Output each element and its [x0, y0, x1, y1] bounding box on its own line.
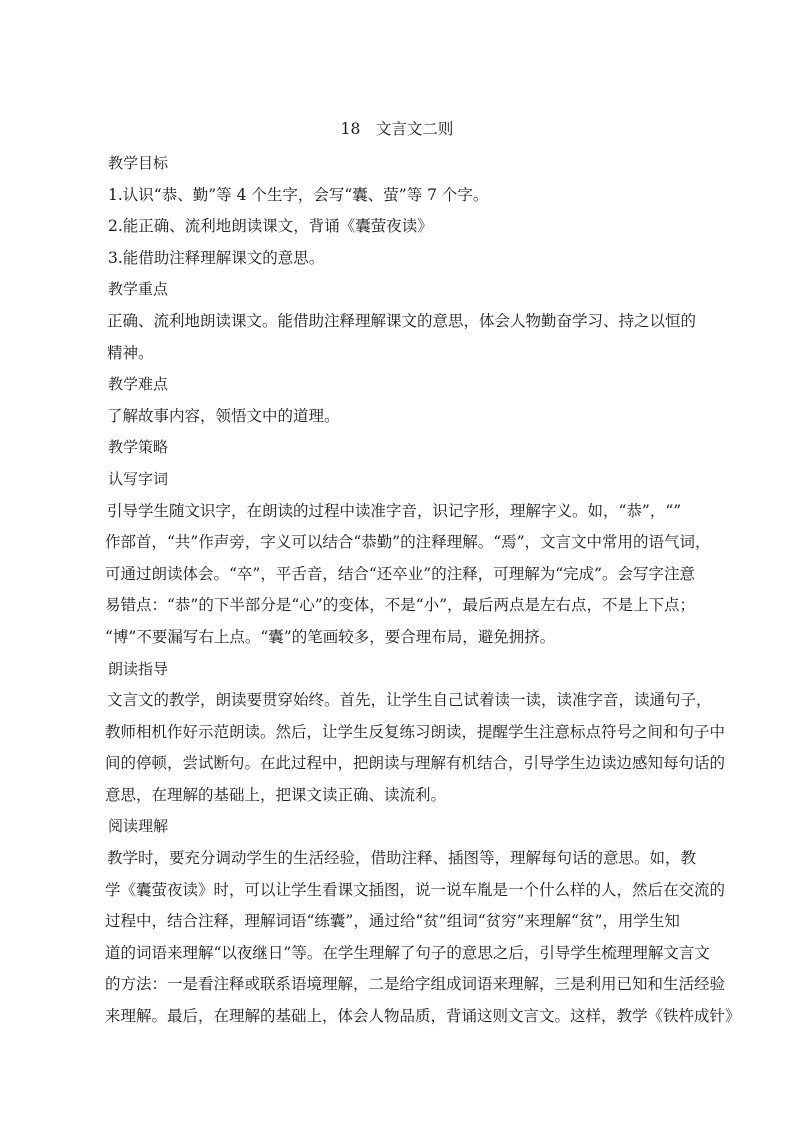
- paragraph-line: 道的词语来理解“以夜继日”等。在学生理解了句子的意思之后，引导学生梳理理解文言文: [105, 943, 710, 962]
- section-reading-comprehension: [105, 811, 741, 1032]
- section-heading: 教学重点: [108, 280, 169, 299]
- goal-item-1: 1.认识“恭、勤”等 4 个生字，会写“囊、萤”等 7 个字。: [108, 185, 489, 204]
- paragraph-line: 作部首，“共”作声旁，字义可以结合“恭勤”的注释理解。“焉”，文言文中常用的语气词，: [105, 533, 711, 552]
- paragraph-line: 了解故事内容，领悟文中的道理。: [107, 406, 340, 425]
- paragraph: [107, 496, 738, 654]
- section-teaching-goals: [108, 148, 738, 274]
- paragraph-line: 正确、流利地朗读课文。能借助注释理解课文的意思，体会人物勤奋学习、持之以恒的: [107, 311, 697, 330]
- section-character-learning: [105, 464, 738, 654]
- paragraph-line: 引导学生随文识字，在朗读的过程中读准字音，识记字形，理解字义。如，“恭”，“”: [107, 501, 682, 520]
- section-heading: 朗读指导: [108, 659, 169, 678]
- section-heading: 阅读理解: [108, 817, 169, 836]
- paragraph-line: 可通过朗读体会。“卒”，平舌音，结合“还卒业”的注释，可理解为“完成”。会写字注意: [105, 564, 696, 583]
- paragraph-line: 教学时，要充分调动学生的生活经验，借助注释、插图等，理解每句话的意思。如，教: [107, 849, 697, 868]
- paragraph-line: 学《囊萤夜读》时，可以让学生看课文插图，说一说车胤是一个什么样的人，然后在交流的: [105, 880, 726, 899]
- paragraph: [107, 306, 738, 369]
- section-heading: 教学策略: [108, 438, 169, 457]
- section-reading-guidance: [105, 654, 738, 812]
- paragraph: [107, 401, 738, 433]
- goal-item-3: 3.能借助注释理解课文的意思。: [108, 248, 325, 267]
- paragraph: [105, 843, 741, 1033]
- paragraph-line: 间的停顿，尝试断句。在此过程中，把朗读与理解有机结合，引导学生边读边感知每句话的: [105, 754, 726, 773]
- paragraph-line: 的方法：一是看注释或联系语境理解，二是给字组成词语来理解，三是利用已知和生活经验: [105, 975, 726, 994]
- paragraph-line: 来理解。最后，在理解的基础上，体会人物品质，背诵这则文言文。这样，教学《铁杵成针》: [105, 1007, 741, 1026]
- section-strategies: [108, 432, 738, 464]
- section-heading: 认写字词: [108, 469, 169, 488]
- section-heading: 教学难点: [108, 375, 169, 394]
- section-key-points: [108, 274, 738, 369]
- paragraph-line: 教师相机作好示范朗读。然后，让学生反复练习朗读，提醒学生注意标点符号之间和句子中: [105, 722, 726, 741]
- section-difficulties: [108, 369, 738, 432]
- paragraph-line: 精神。: [107, 343, 154, 362]
- paragraph-line: “博”不要漏写右上点。“囊”的笔画较多，要合理布局，避免拥挤。: [105, 627, 556, 646]
- document-body: [105, 148, 741, 1033]
- paragraph-line: 易错点：“恭”的下半部分是“心”的变体，不是“小”，最后两点是左右点，不是上下点；: [105, 596, 696, 615]
- paragraph-line: 意思，在理解的基础上，把课文读正确、读流利。: [105, 785, 447, 804]
- paragraph-line: 过程中，结合注释，理解词语“练囊”，通过给“贫”组词“贫穷”来理解“贫”，用学生知: [105, 912, 680, 931]
- page-title: 18 文言文二则: [340, 120, 454, 138]
- section-heading: 教学目标: [108, 154, 169, 172]
- goal-item-2: 2.能正确、流利地朗读课文，背诵《囊萤夜读》: [108, 217, 433, 236]
- paragraph: [107, 685, 738, 811]
- paragraph-line: 文言文的教学，朗读要贯穿始终。首先，让学生自己试着读一读，读准字音，读通句子，: [107, 691, 712, 710]
